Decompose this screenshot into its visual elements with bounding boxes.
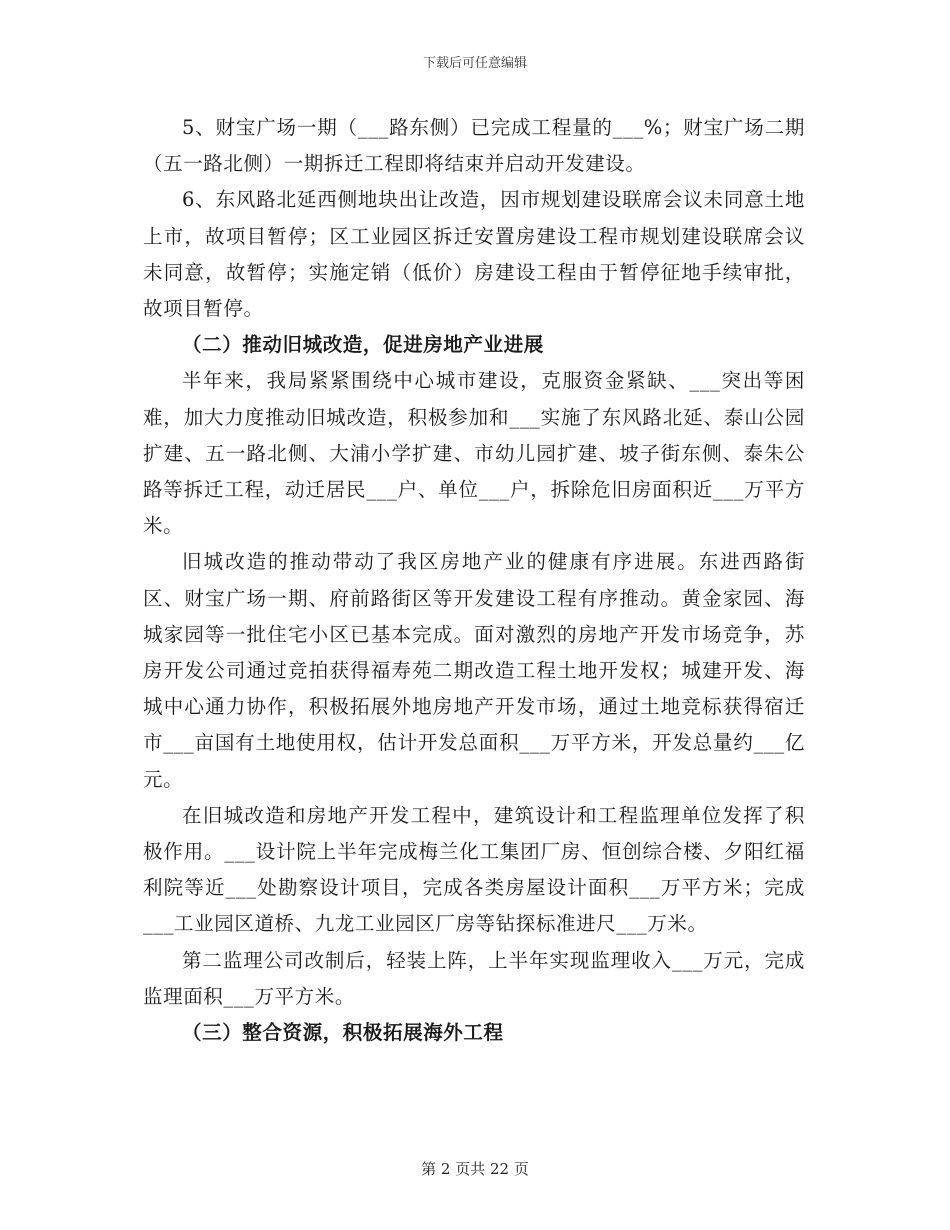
paragraph-item-6: 6、东风路北延西侧地块出让改造，因市规划建设联席会议未同意土地上市，故项目暂停；区工业园区拆迁安置房建设工程市规划建设联席会议未同意，故暂停；实施定销（低价）房建设工程由于暂停征地手续审批，故项目暂停。	[143, 188, 805, 321]
paragraph-item-5: 5、财宝广场一期（___路东侧）已完成工程量的___%；财宝广场二期（五一路北侧）一期拆迁工程即将结束并启动开发建设。	[143, 116, 805, 176]
section-heading-2: （二）推动旧城改造，促进房地产业进展	[182, 333, 544, 357]
paragraph-supervision-company: 第二监理公司改制后，轻装上阵，上半年实现监理收入___万元，完成监理面积___万平方米。	[143, 948, 805, 1008]
paragraph-design-supervision: 在旧城改造和房地产开发工程中，建筑设计和工程监理单位发挥了积极作用。___设计院上半年完成梅兰化工集团厂房、恒创综合楼、夕阳红福利院等近___处勘察设计项目，完成各类房屋设计面积___万平方米；完成___工业园区道桥、九龙工业园区厂房等钻探标准进尺___万米。	[143, 803, 805, 936]
paragraph-old-city-renovation: 半年来，我局紧紧围绕中心城市建设，克服资金紧缺、___突出等困难，加大力度推动旧城改造，积极参加和___实施了东风路北延、泰山公园扩建、五一路北侧、大浦小学扩建、市幼儿园扩建、坡子街东侧、泰朱公路等拆迁工程，动迁居民___户、单位___户，拆除危旧房面积近___万平方米。	[143, 369, 805, 538]
paragraph-real-estate-development: 旧城改造的推动带动了我区房地产业的健康有序进展。东进西路街区、财宝广场一期、府前路街区等开发建设工程有序推动。黄金家园、海城家园等一批住宅小区已基本完成。面对激烈的房地产开发市场竞争，苏房开发公司通过竞拍获得福寿苑二期改造工程土地开发权；城建开发、海城中心通力协作，积极拓展外地房地产开发市场，通过土地竞标获得宿迁市___亩国有土地使用权，估计开发总面积___万平方米，开发总量约___亿元。	[143, 550, 805, 791]
page-header: 下载后可任意编辑	[422, 56, 527, 71]
section-heading-3: （三）整合资源，积极拓展海外工程	[182, 1021, 504, 1045]
document-body	[143, 110, 805, 1051]
page-footer: 第 2 页共 22 页	[421, 1160, 529, 1178]
